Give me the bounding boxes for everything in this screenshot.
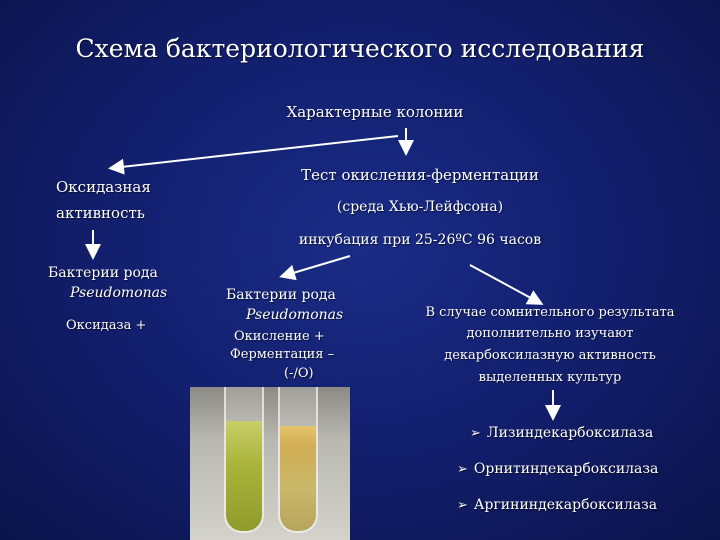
green-tube <box>224 387 264 533</box>
characteristic-colonies-node: Характерные колонии <box>286 103 464 121</box>
of-result-code: (-/О) <box>284 366 314 381</box>
test-tubes-photo <box>190 387 350 540</box>
of-test-incubation: инкубация при 25-26ºС 96 часов <box>298 232 542 248</box>
arrow-bullet-icon: ➢ <box>457 498 468 513</box>
enzyme-item <box>457 461 658 477</box>
center-bacteria-genus: Бактерии рода <box>226 287 336 303</box>
arrow-to-right-note <box>470 265 540 303</box>
arrow-bullet-icon: ➢ <box>470 426 481 441</box>
oxidation-result: Окисление + <box>234 329 325 344</box>
enzyme-item <box>457 497 657 513</box>
enzyme-item-label: Аргининдекарбоксилаза <box>473 497 658 513</box>
yellow-tube <box>278 387 318 533</box>
of-test-medium: (среда Хью-Лейфсона) <box>336 199 504 215</box>
enzyme-item-label: Орнитиндекарбоксилаза <box>473 461 659 477</box>
enzyme-item-label: Лизиндекарбоксилаза <box>486 425 654 441</box>
oxidase-activity-line2: активность <box>56 204 145 222</box>
right-note-line3: декарбоксилазную активность <box>444 348 656 363</box>
oxidase-activity-line1: Оксидазная <box>56 178 151 196</box>
oxidase-result: Оксидаза + <box>66 318 147 333</box>
right-note-line4: выделенных культур <box>478 370 622 385</box>
of-test-title: Тест окисления-ферментации <box>301 166 539 184</box>
left-bacteria-genus: Бактерии рода <box>48 265 158 281</box>
right-note-line1: В случае сомнительного результата <box>425 305 675 320</box>
fermentation-result: Ферментация – <box>230 347 335 362</box>
center-bacteria-name: Pseudomonas <box>246 307 344 323</box>
left-bacteria-name: Pseudomonas <box>70 285 168 301</box>
arrow-to-oxidase <box>112 136 398 168</box>
enzyme-item <box>470 425 653 441</box>
right-note-line2: дополнительно изучают <box>466 326 634 341</box>
page-title: Схема бактериологического исследования <box>75 34 645 63</box>
arrow-bullet-icon: ➢ <box>457 462 468 477</box>
arrow-to-center-bacteria <box>283 256 350 276</box>
